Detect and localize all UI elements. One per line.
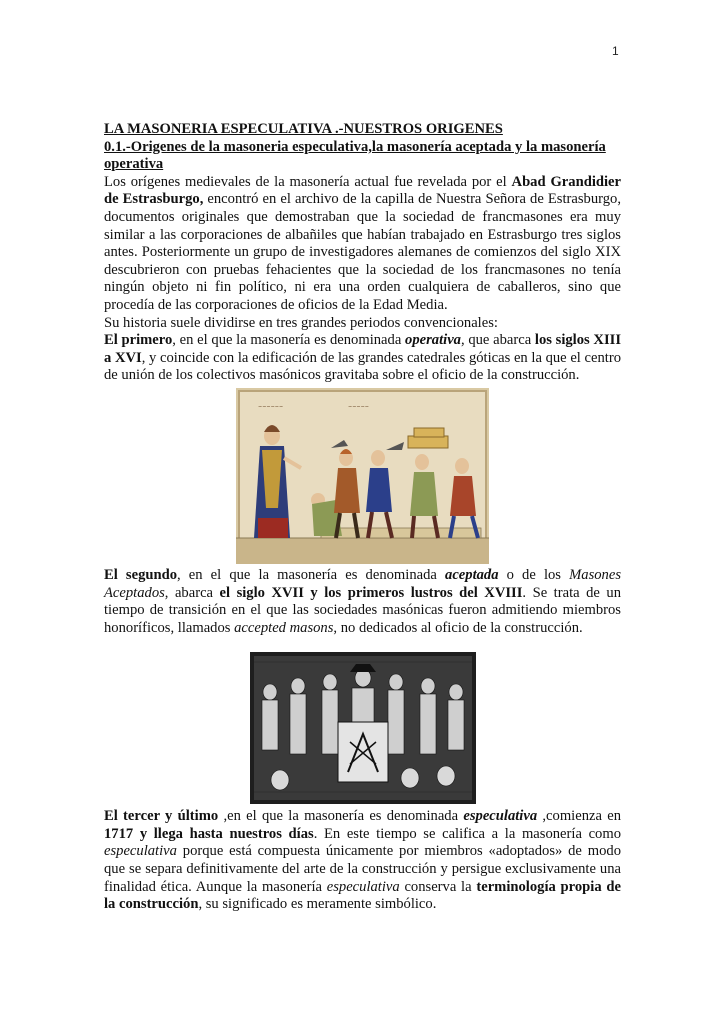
bold-italic-span: operativa bbox=[405, 332, 461, 349]
text-span: conserva la bbox=[399, 878, 477, 895]
svg-text:~~~~~~: ~~~~~~ bbox=[258, 403, 284, 410]
italic-span: Masones Aceptados bbox=[104, 566, 621, 601]
bold-italic-span: especulativa bbox=[463, 808, 538, 825]
bold-span: 1717 y llega hasta nuestros días bbox=[104, 825, 314, 842]
bold-span: Abad Grandidier de Estrasburgo, bbox=[104, 173, 621, 208]
text-span: , en el que la masonería es denominada bbox=[172, 332, 406, 349]
bold-span: terminología propia de la construcción bbox=[104, 878, 621, 913]
period3-paragraph bbox=[104, 808, 621, 914]
text-span: porque está compuesta únicamente por miembros «adoptados» de modo que se separa definitivamente del arte de la construcción y persigue exclusivamente una finalidad ética. Aunque la masonería bbox=[104, 843, 621, 895]
text-span: . Se trata de un tiempo de transición en el que las sociedades masónicas fueron admitiendo miembros honoríficos, llamados bbox=[104, 584, 621, 636]
document-title: LA MASONERIA ESPECULATIVA .-NUESTROS ORIGENES bbox=[104, 121, 503, 137]
period1-paragraph bbox=[104, 332, 621, 385]
text-span: ,comienza en bbox=[537, 808, 621, 825]
text-span: ,en el que la masonería es denominada bbox=[218, 808, 464, 825]
bold-span: El tercer y último bbox=[104, 808, 219, 825]
bold-span: el siglo XVII y los primeros lustros del XVIII bbox=[219, 584, 523, 601]
text-span: , no dedicados al oficio de la construcción. bbox=[333, 619, 583, 636]
text-span: Los orígenes medievales de la masonería actual fue revelada por el bbox=[104, 173, 512, 190]
page-number: 1 bbox=[612, 44, 619, 58]
text-span: encontró en el archivo de la capilla de Nuestra Señora de Estrasburgo, documentos originales que demostraban que la sociedad de francmasones era muy similar a las corporaciones de albañiles que habían trabajado en Estrasburgo tres siglos antes. Posteriormente un grupo de investigadores alemanes de comienzos del siglo XIX descubrieron con pruebas fehacientes que la sociedad de los francmasones no tenía ningún objeto ni fin político, ni era una orden cualquiera de caballeros, sino que procedía de las corporaciones de oficios de la Edad Media. bbox=[104, 191, 621, 313]
text-span: , abarca bbox=[164, 584, 220, 601]
italic-span: especulativa bbox=[326, 878, 400, 895]
bold-span: los siglos XIII a XVI bbox=[104, 332, 622, 366]
document-body bbox=[104, 121, 621, 914]
text-span: , y coincide con la edificación de las grandes catedrales góticas en la que el centro de unión de los colectivos masónicos gravitaba sobre el oficio de la construcción. bbox=[104, 349, 621, 384]
lodge-engraving-illustration bbox=[250, 652, 476, 804]
text-span: . En este tiempo se califica a la masonería como bbox=[313, 825, 621, 842]
text-span: , en el que la masonería es denominada bbox=[177, 566, 446, 583]
italic-span: accepted masons bbox=[234, 619, 334, 636]
text-span: , su significado es meramente simbólico. bbox=[198, 896, 437, 913]
periods-intro: Su historia suele dividirse en tres grandes periodos convencionales: bbox=[104, 314, 498, 331]
intro-paragraph bbox=[104, 174, 621, 315]
text-span: , que abarca bbox=[460, 332, 535, 349]
section-subtitle: 0.1.-Origenes de la masoneria especulativa,la masonería aceptada y la masonería operativa bbox=[104, 138, 606, 173]
text-span: o de los bbox=[498, 566, 570, 583]
period2-paragraph bbox=[104, 567, 621, 637]
bold-span: El segundo bbox=[104, 566, 178, 583]
bold-italic-span: aceptada bbox=[445, 566, 499, 583]
medieval-masons-illustration bbox=[236, 388, 489, 564]
svg-text:~~~~~: ~~~~~ bbox=[348, 403, 369, 410]
bold-span: El primero bbox=[104, 332, 173, 349]
italic-span: especulativa bbox=[104, 843, 177, 860]
